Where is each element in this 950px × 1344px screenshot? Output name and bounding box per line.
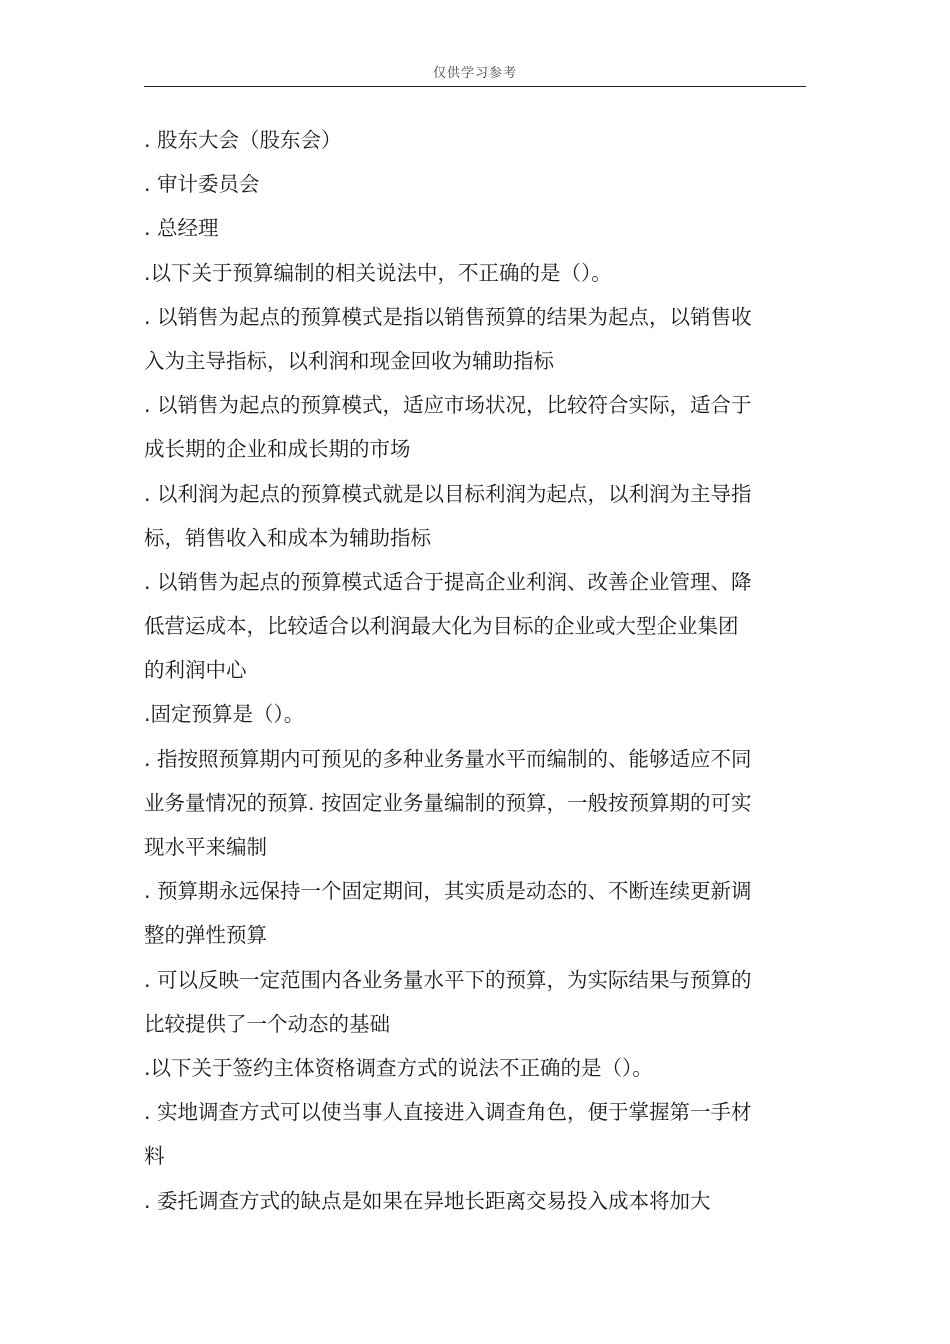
text-line: . 以销售为起点的预算模式是指以销售预算的结果为起点，以销售收 (144, 304, 752, 329)
question-line: .以下关于签约主体资格调查方式的说法不正确的是（）。 (144, 1055, 653, 1080)
document-body (144, 118, 806, 1223)
text-line: 比较提供了一个动态的基础 (144, 1011, 390, 1036)
text-line: . 审计委员会 (144, 172, 260, 197)
text-line: . 股东大会（股东会） (144, 128, 342, 152)
text-line: 现水平来编制 (144, 835, 267, 859)
page-header (144, 62, 806, 87)
text-line: . 总经理 (144, 216, 219, 241)
text-line: . 以销售为起点的预算模式，适应市场状况，比较符合实际，适合于 (144, 393, 752, 418)
text-line: . 预算期永远保持一个固定期间，其实质是动态的、不断连续更新调 (144, 879, 752, 904)
question-line: .以下关于预算编制的相关说法中，不正确的是（）。 (144, 260, 612, 285)
text-line: . 以利润为起点的预算模式就是以目标利润为起点，以利润为主导指 (144, 481, 752, 506)
text-line: . 可以反映一定范围内各业务量水平下的预算，为实际结果与预算的 (144, 967, 752, 992)
text-line: 成长期的企业和成长期的市场 (144, 437, 411, 462)
text-line: . 实地调查方式可以使当事人直接进入调查角色，便于掌握第一手材 (144, 1100, 752, 1125)
text-line: . 指按照预算期内可预见的多种业务量水平而编制的、能够适应不同 (144, 746, 752, 771)
header-text: 仅供学习参考 (432, 66, 517, 81)
text-line: 料 (144, 1144, 165, 1169)
text-line: 入为主导指标，以利润和现金回收为辅助指标 (144, 348, 554, 373)
question-line: .固定预算是（）。 (144, 702, 305, 727)
text-line: . 以销售为起点的预算模式适合于提高企业利润、改善企业管理、降 (144, 569, 752, 594)
text-line: 低营运成本，比较适合以利润最大化为目标的企业或大型企业集团 (144, 614, 739, 639)
text-line: 标，销售收入和成本为辅助指标 (144, 525, 431, 550)
text-line: 的利润中心 (144, 658, 247, 683)
text-line: 业务量情况的预算. 按固定业务量编制的预算，一般按预算期的可实 (144, 790, 752, 815)
text-line: 整的弹性预算 (144, 923, 267, 948)
text-line: . 委托调查方式的缺点是如果在异地长距离交易投入成本将加大 (144, 1188, 711, 1213)
